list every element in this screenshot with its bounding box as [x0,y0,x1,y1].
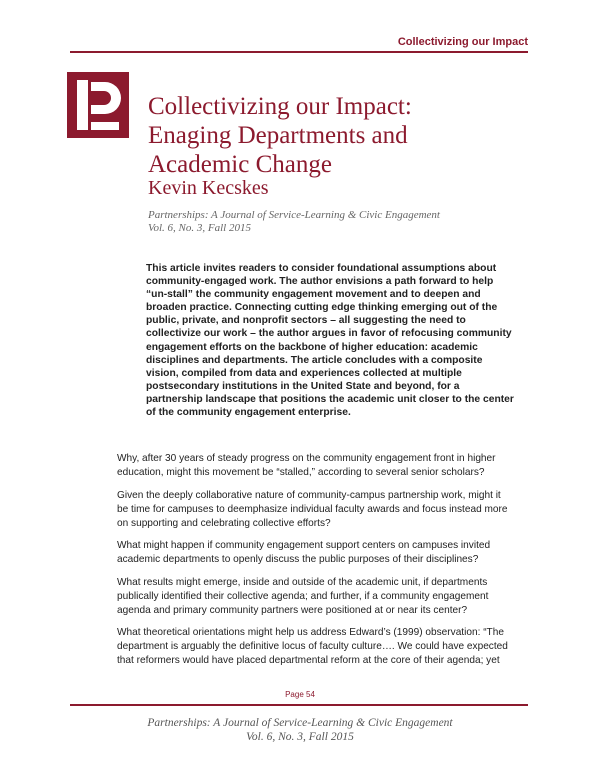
body-paragraph [117,452,537,480]
body-line: department is arguably the definitive locus of faculty culture…. We could have expected [117,641,508,652]
abstract-line: disciplines and departments. The article concludes with a composite [146,354,483,366]
body-line: Why, after 30 years of steady progress on the community engagement front in higher [117,453,496,464]
abstract [146,262,524,419]
body-text [117,452,537,677]
journal-reference [148,209,468,235]
title-line: Academic Change [148,151,332,178]
abstract-line: partnership landscape that positions the academic unit closer to the center [146,393,514,405]
abstract-line: postsecondary institutions in the United State and beyond, for a [146,380,460,392]
abstract-line: “un-stall” the community engagement movement and to deepen and [146,289,481,301]
abstract-line: collectivize our work – the author argues in favor of refocusing community [146,328,512,340]
footer [0,716,600,744]
body-line: publically identified their collective agenda; and further, if a community engagement [117,590,489,602]
article-title [148,92,548,179]
body-line: What theoretical orientations might help us address Edward’s (1999) observation: “The [117,627,504,638]
footer-divider [70,704,528,706]
author-name: Kevin Kecskes [148,177,269,199]
body-line: academic departments to openly discuss the public purposes of their disciplines? [117,554,479,565]
body-line: What might happen if community engagement support centers on campuses invited [117,540,491,551]
body-line: education, might this movement be “stalled,” according to several senior scholars? [117,467,485,478]
body-paragraph [117,539,537,567]
title-line: Collectivizing our Impact: [148,93,412,120]
body-paragraph [117,576,537,618]
abstract-line: public, private, and nonprofit sectors – all suggesting the need to [146,315,466,327]
body-paragraph [117,489,537,531]
footer-line: Partnerships: A Journal of Service-Learning & Civic Engagement [147,717,453,729]
partnerships-logo-icon [67,72,129,138]
body-line: be time for campuses to deemphasize individual faculty awards and focus instead more [117,503,508,515]
body-paragraph [117,626,537,668]
abstract-line: community-engaged work. The author envisions a path forward to help [146,276,494,288]
body-line: Given the deeply collaborative nature of community-campus partnership work, might it [117,489,501,501]
title-line: Enaging Departments and [148,122,408,149]
body-line: that reformers would have placed departmental reform at the core of their agenda; yet [117,655,500,666]
abstract-line: engagement efforts on the backbone of higher education: academic [146,341,478,353]
body-line: What results might emerge, inside and outside of the academic unit, if departments [117,576,488,588]
body-line: on supporting and celebrating collective efforts? [117,517,331,529]
footer-line: Vol. 6, No. 3, Fall 2015 [246,731,354,743]
running-head: Collectivizing our Impact [70,36,528,53]
journal-ref-line: Partnerships: A Journal of Service-Learning & Civic Engagement [148,209,440,221]
page-number: Page 54 [285,690,315,699]
journal-ref-line: Vol. 6, No. 3, Fall 2015 [148,222,251,234]
abstract-line: of the community engagement enterprise. [146,407,351,419]
abstract-line: broaden practice. Connecting cutting edge thinking emerging out of the [146,302,498,314]
abstract-line: This article invites readers to consider foundational assumptions about [146,263,497,274]
abstract-line: vision, compiled from data and experiences collected at multiple [146,367,462,379]
body-line: agenda and primary community partners were positioned at or near its center? [117,604,468,616]
